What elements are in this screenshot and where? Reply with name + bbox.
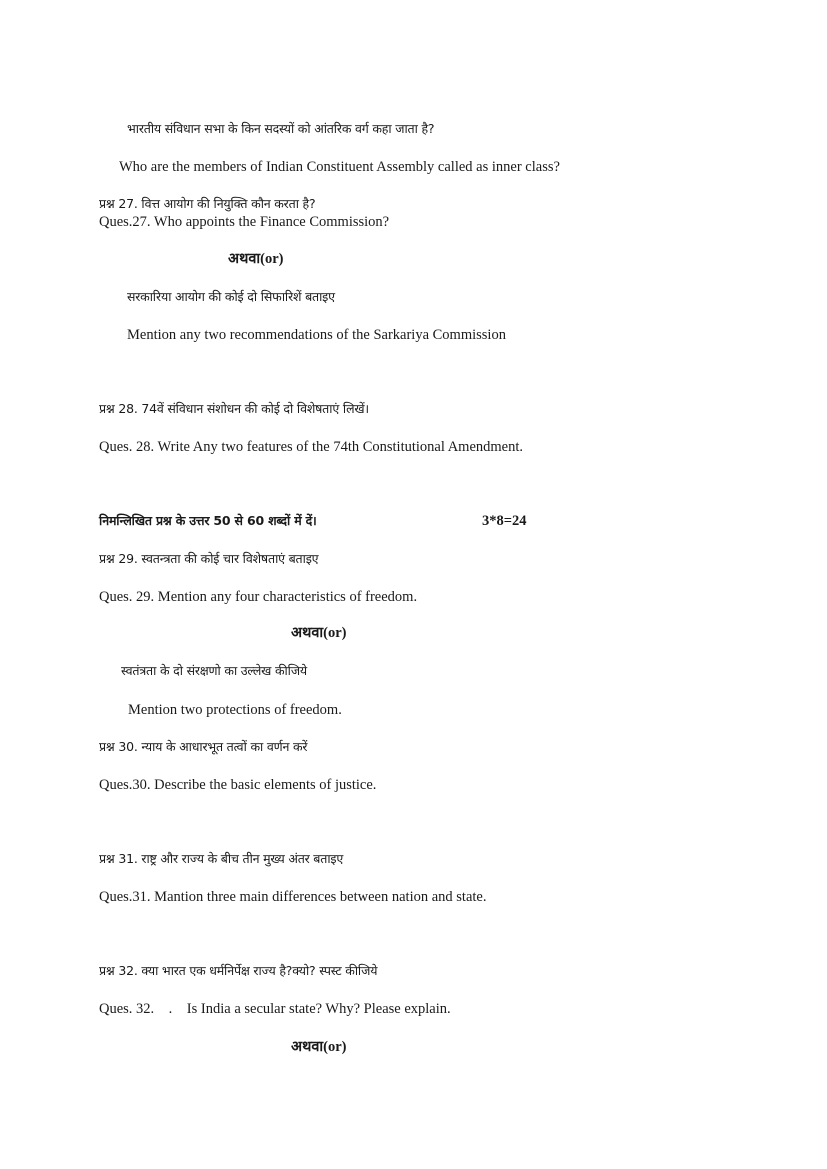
q26-or-english: Who are the members of Indian Constituent Assembly called as inner class?	[119, 159, 560, 175]
q27-hindi: प्रश्न 27. वित्त आयोग की नियुक्ति कौन करता है?	[99, 196, 316, 211]
q29-english: Ques. 29. Mention any four characteristics of freedom.	[99, 589, 418, 605]
q32-english: Ques. 32. . Is India a secular state? Why? Please explain.	[99, 1001, 451, 1017]
q28-english: Ques. 28. Write Any two features of the 74th Constitutional Amendment.	[99, 439, 524, 455]
q30-hindi: प्रश्न 30. न्याय के आधारभूत तत्वों का वर्णन करें	[99, 739, 308, 754]
q27-or-label: अथवा(or)	[228, 251, 284, 267]
q32-or-label: अथवा(or)	[291, 1039, 347, 1055]
q31-english: Ques.31. Mantion three main differences between nation and state.	[99, 889, 487, 905]
q29-hindi: प्रश्न 29. स्वतन्त्रता की कोई चार विशेषताएं बताइए	[99, 551, 319, 566]
q27-alt-hindi: सरकारिया आयोग की कोई दो सिफारिशें बताइए	[127, 289, 335, 304]
q29-or-label: अथवा(or)	[291, 625, 347, 641]
q27-english: Ques.27. Who appoints the Finance Commission?	[99, 214, 390, 230]
q32-hindi: प्रश्न 32. क्या भारत एक धर्मनिर्पेक्ष राज्य है?क्यो? स्पस्ट कीजिये	[99, 963, 378, 978]
q30-english: Ques.30. Describe the basic elements of justice.	[99, 777, 377, 793]
section-marks: 3*8=24	[482, 513, 527, 529]
q26-or-hindi: भारतीय संविधान सभा के किन सदस्यों को आंतरिक वर्ग कहा जाता है?	[127, 121, 435, 136]
section-instruction: निमन्लिखित प्रश्न के उत्तर 50 से 60 शब्दों में दें।	[99, 513, 317, 528]
q28-hindi: प्रश्न 28. 74वें संविधान संशोधन की कोई दो विशेषताएं लिखें।	[99, 401, 369, 416]
q27-alt-english: Mention any two recommendations of the Sarkariya Commission	[127, 327, 506, 343]
q31-hindi: प्रश्न 31. राष्ट्र और राज्य के बीच तीन मुख्य अंतर बताइए	[99, 851, 344, 866]
q29-alt-hindi: स्वतंत्रता के दो संरक्षणो का उल्लेख कीजिये	[121, 663, 307, 678]
q29-alt-english: Mention two protections of freedom.	[128, 702, 342, 718]
